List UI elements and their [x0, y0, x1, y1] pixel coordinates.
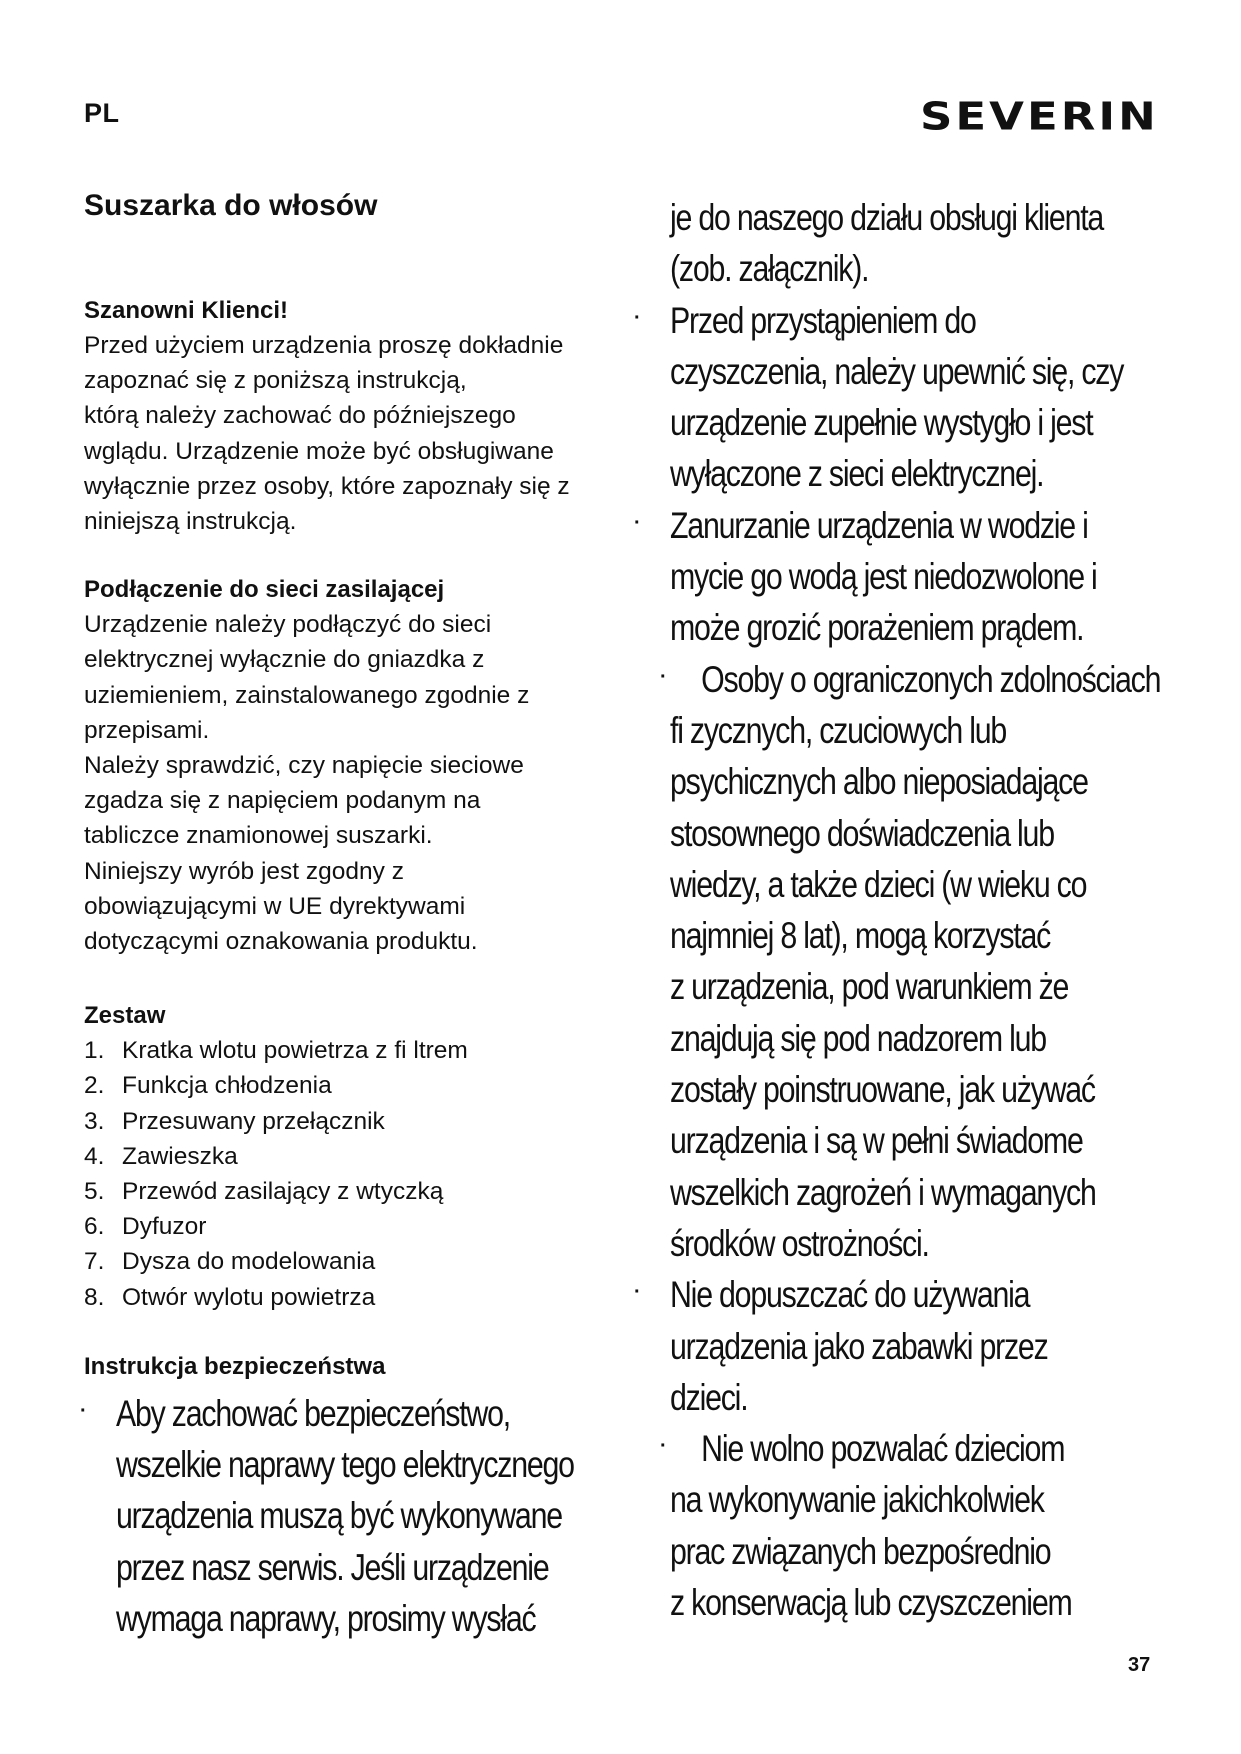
text-line: mycie go wodą jest niedozwolone i [670, 556, 1097, 598]
text-line: z urządzenia, pod warunkiem że [670, 966, 1069, 1008]
text-line: środków ostrożności. [670, 1222, 929, 1264]
list-item [84, 1068, 604, 1103]
text-line: obowiązującymi w UE dyrektywami [84, 892, 466, 920]
list-item [84, 1280, 604, 1315]
list-item [84, 1244, 604, 1279]
text-line: wymaga naprawy, prosimy wysłać [116, 1598, 536, 1640]
safety-heading: Instrukcja bezpieczeństwa [84, 1352, 386, 1380]
bullet-icon: · [634, 1281, 641, 1304]
text-line: Niniejszy wyrób jest zgodny z [84, 857, 404, 885]
item-text: Funkcja chłodzenia [122, 1072, 332, 1100]
text-line: Nie wolno pozwalać dzieciom [701, 1428, 1065, 1470]
text-line: wglądu. Urządzenie może być obsługiwane [84, 437, 554, 465]
connection-text [84, 607, 604, 959]
item-text: Przesuwany przełącznik [122, 1107, 385, 1135]
text-line: elektrycznej wyłącznie do gniazdka z [84, 646, 485, 674]
list-item [84, 1139, 604, 1174]
bullet-icon: · [660, 665, 667, 688]
text-line: urządzenie zupełnie wystygło i jest [670, 402, 1093, 444]
text-line: niniejszą instrukcją. [84, 508, 297, 536]
item-text: Przewód zasilający z wtyczką [122, 1178, 444, 1206]
list-item [84, 1033, 604, 1068]
item-number: 7. [84, 1248, 105, 1276]
page-title: Suszarka do włosów [84, 189, 378, 222]
text-line: Przed użyciem urządzenia proszę dokładnie [84, 332, 564, 359]
text-line: prac związanych bezpośrednio [670, 1530, 1051, 1572]
item-number: 2. [84, 1072, 105, 1100]
text-line: wyłączone z sieci elektrycznej. [670, 453, 1044, 495]
page-number: 37 [1128, 1654, 1151, 1676]
greeting-heading: Szanowni Klienci! [84, 297, 289, 324]
text-line: urządzenia muszą być wykonywane [116, 1495, 562, 1537]
text-line: Osoby o ograniczonych zdolnościach [701, 658, 1161, 700]
text-line: wyłącznie przez osoby, które zapoznały się z [84, 472, 570, 500]
item-number: 4. [84, 1142, 105, 1170]
text-line: zostały poinstruowane, jak używać [670, 1069, 1095, 1111]
bullet-icon: · [634, 306, 641, 329]
text-line: Zanurzanie urządzenia w wodzie i [670, 504, 1088, 546]
list-item [84, 1174, 604, 1209]
list-item [84, 1209, 604, 1244]
item-text: Dysza do modelowania [122, 1248, 376, 1276]
text-line: uziemieniem, zainstalowanego zgodnie z [84, 681, 530, 709]
text-line: stosownego doświadczenia lub [670, 812, 1054, 854]
text-line: zapoznać się z poniższą instrukcją, [84, 367, 467, 395]
text-line: znajdują się pod nadzorem lub [670, 1017, 1046, 1059]
right-column [634, 192, 1230, 1628]
item-text: Kratka wlotu powietrza z fi ltrem [122, 1037, 468, 1065]
bullet-icon: · [634, 511, 641, 534]
brand-logo: SEVERIN [920, 94, 1159, 140]
text-line: zgadza się z napięciem podanym na [84, 787, 481, 815]
text-line: z konserwacją lub czyszczeniem [670, 1582, 1072, 1624]
text-line: wiedzy, a także dzieci (w wieku co [670, 863, 1087, 905]
text-line: Nie dopuszczać do używania [670, 1274, 1030, 1316]
text-line: fi zycznych, czuciowych lub [670, 709, 1007, 751]
text-line: Aby zachować bezpieczeństwo, [116, 1392, 510, 1434]
left-column [80, 186, 604, 1644]
text-line: psychicznych albo nieposiadające [670, 761, 1088, 803]
item-text: Otwór wylotu powietrza [122, 1283, 376, 1311]
text-line: Należy sprawdzić, czy napięcie sieciowe [84, 752, 524, 780]
text-line: dzieci. [670, 1376, 748, 1418]
text-line: Przed przystąpieniem do [670, 299, 976, 341]
safety-left-text [80, 1388, 604, 1644]
text-line: urządzenia jako zabawki przez [670, 1325, 1048, 1367]
text-line: najmniej 8 lat), mogą korzystać [670, 915, 1051, 957]
text-line: może grozić porażeniem prądem. [670, 607, 1084, 649]
text-line: Urządzenie należy podłączyć do sieci [84, 611, 492, 639]
list-item [84, 1104, 604, 1139]
text-line: je do naszego działu obsługi klienta [670, 197, 1104, 238]
text-line: czyszczenia, należy upewnić się, czy [670, 350, 1124, 392]
item-number: 5. [84, 1178, 105, 1206]
text-line: przez nasz serwis. Jeśli urządzenie [116, 1546, 549, 1588]
text-line: wszelkie naprawy tego elektrycznego [116, 1444, 574, 1486]
parts-list [84, 1033, 604, 1315]
item-number: 8. [84, 1283, 105, 1311]
item-number: 1. [84, 1037, 105, 1065]
item-text: Zawieszka [122, 1142, 238, 1170]
text-line: dotyczącymi oznakowania produktu. [84, 928, 478, 956]
text-line: którą należy zachować do późniejszego [84, 402, 516, 430]
bullet-icon: · [80, 1399, 87, 1422]
text-line: na wykonywanie jakichkolwiek [670, 1479, 1044, 1521]
item-number: 3. [84, 1107, 105, 1135]
item-text: Dyfuzor [122, 1213, 207, 1241]
greeting-text [84, 328, 604, 539]
text-line: urządzenia i są w pełni świadome [670, 1120, 1083, 1162]
contents-heading: Zestaw [84, 1002, 166, 1030]
item-number: 6. [84, 1213, 105, 1241]
text-line: wszelkich zagrożeń i wymaganych [670, 1171, 1096, 1213]
text-line: tabliczce znamionowej suszarki. [84, 822, 433, 850]
text-line: (zob. załącznik). [670, 248, 869, 290]
connection-heading: Podłączenie do sieci zasilającej [84, 576, 445, 604]
text-line: przepisami. [84, 716, 210, 744]
language-code: PL [84, 98, 120, 128]
bullet-icon: · [660, 1435, 667, 1458]
